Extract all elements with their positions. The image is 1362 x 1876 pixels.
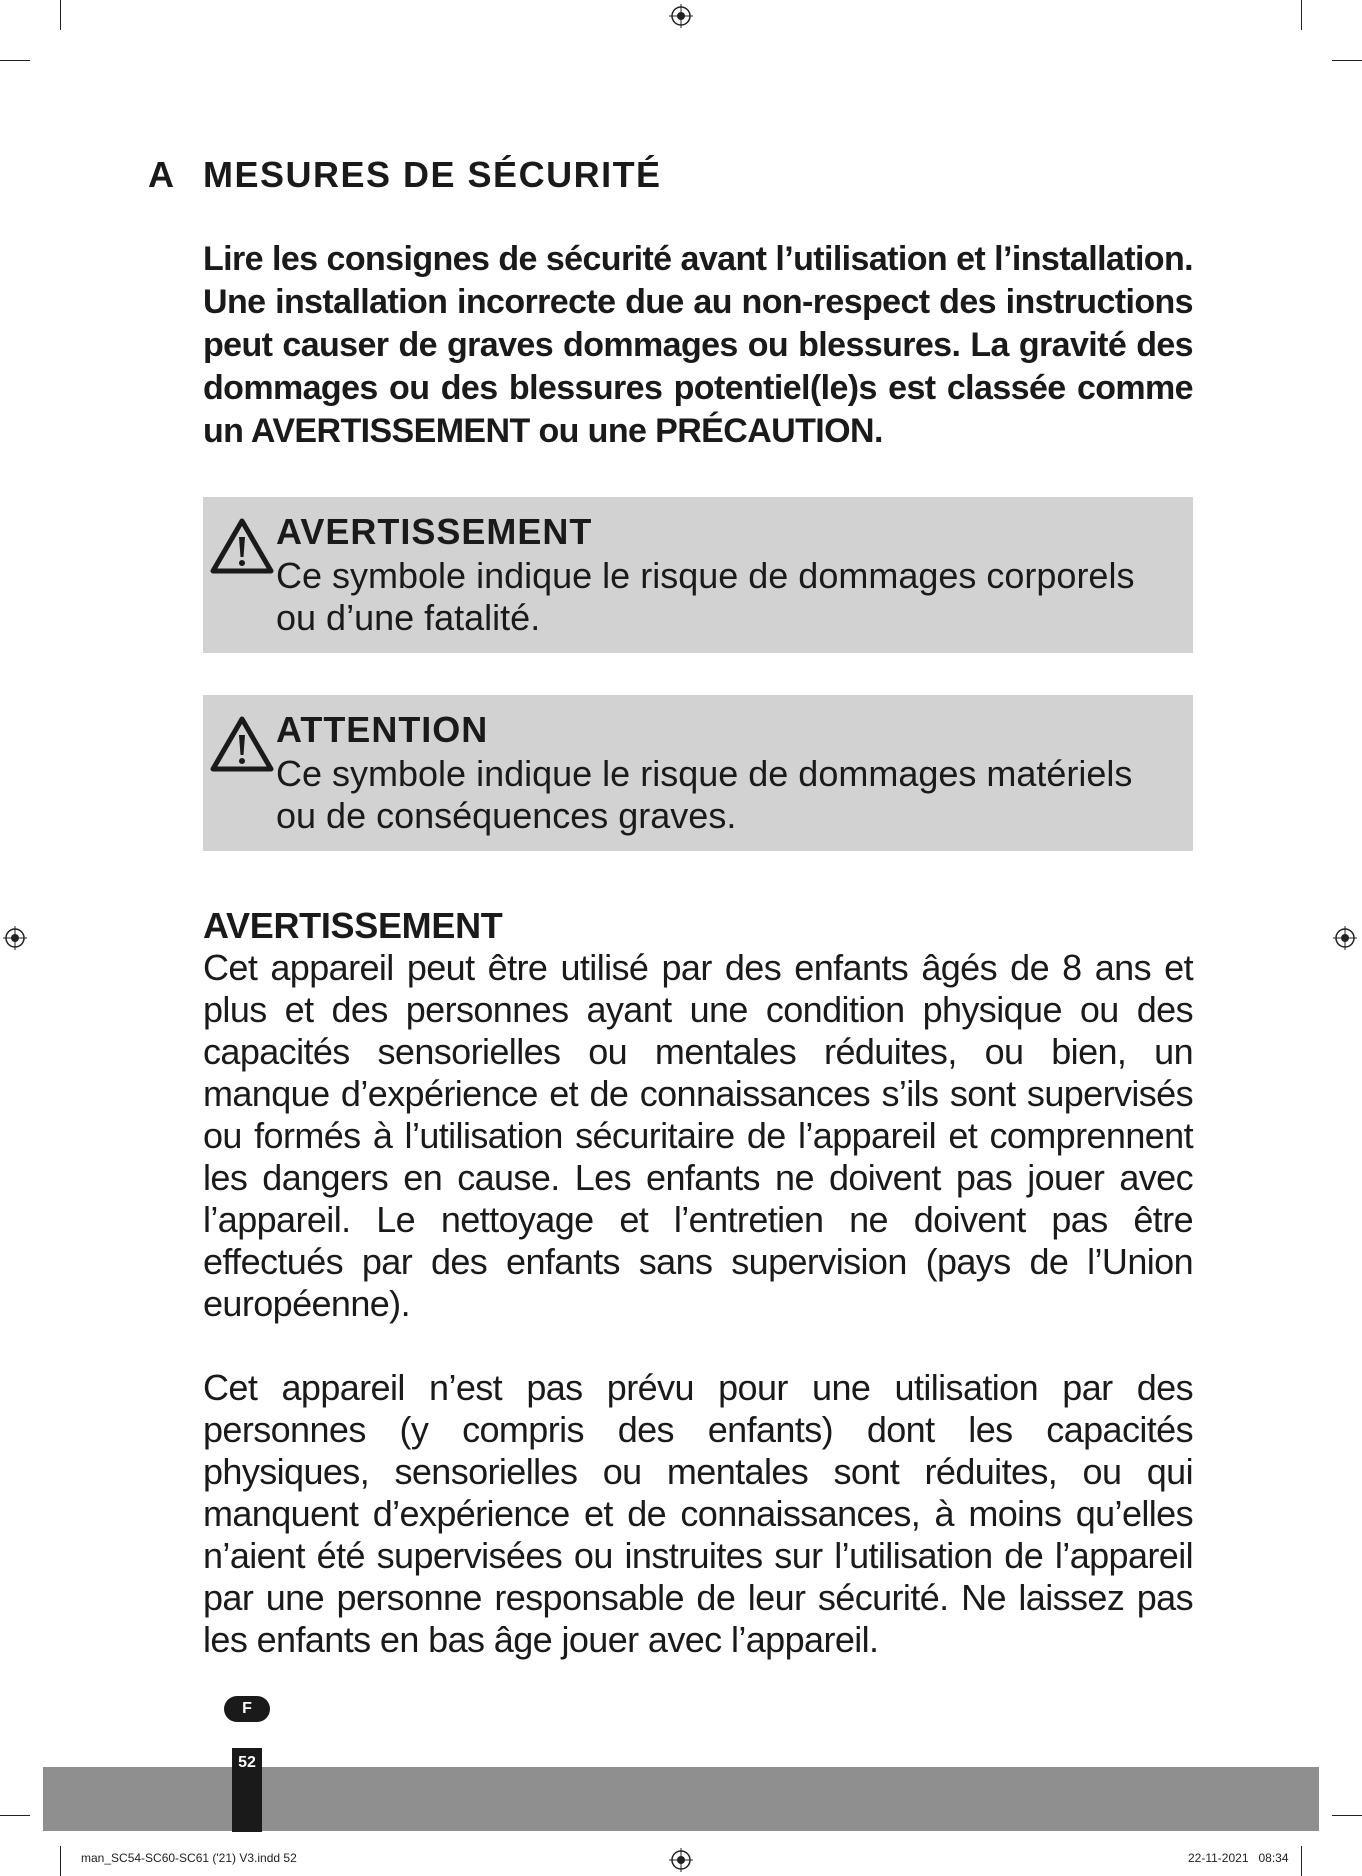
crop-mark-top-left-v bbox=[60, 0, 61, 30]
warning-paragraph-2: Cet appareil n’est pas prévu pour une utilisation par des personnes (y compris des enfants) dont les capacités physiques, sensorielles ou mentales sont réduites, ou qui manquent d’expérience et de connaissances, à moins qu’elles n’aient été supervisées ou instruites sur l’utilisation de l’appareil par une personne responsable de leur sécurité. Ne laissez pas les enfants en bas âge jouer avec l’appareil. bbox=[203, 1367, 1193, 1660]
slug-date: 22-11-2021 08:34 bbox=[1188, 1851, 1289, 1865]
warning-triangle-icon bbox=[209, 715, 275, 773]
page-number: 52 bbox=[232, 1748, 262, 1832]
warning-paragraph-1: Cet appareil peut être utilisé par des enfants âgés de 8 ans et plus et des personnes ayant une condition physique ou des capacités sensorielles ou mentales réduites, ou bien, un manque d’expérience et de connaissances s’ils sont supervisés ou formés à l’utilisation sécuritaire de l’appareil et comprennent les dangers en cause. Les enfants ne doivent pas jouer avec l’appareil. Le nettoyage et l’entretien ne doivent pas être effectués par des enfants sans supervision (pays de l’Union européenne). bbox=[203, 947, 1193, 1324]
registration-mark-icon bbox=[669, 1848, 693, 1872]
crop-mark-bottom-left-v bbox=[60, 1846, 61, 1876]
slug-file: man_SC54-SC60-SC61 ('21) V3.indd 52 bbox=[81, 1851, 297, 1865]
registration-mark-icon bbox=[669, 4, 693, 28]
notice-text: Ce symbole indique le risque de dommages matériels ou de conséquences graves. bbox=[276, 753, 1133, 836]
notice-attention bbox=[203, 695, 1193, 851]
crop-mark-bottom-right-v bbox=[1301, 1846, 1302, 1876]
crop-mark-top-left-h bbox=[0, 60, 30, 61]
crop-mark-top-right-h bbox=[1332, 60, 1362, 61]
notice-title: ATTENTION bbox=[276, 709, 489, 750]
warning-heading: AVERTISSEMENT bbox=[203, 905, 503, 946]
registration-mark-icon bbox=[1333, 926, 1357, 950]
crop-mark-bottom-left-h bbox=[0, 1815, 30, 1816]
language-badge: F bbox=[224, 1696, 270, 1722]
crop-mark-bottom-right-h bbox=[1332, 1815, 1362, 1816]
crop-mark-top-right-v bbox=[1301, 0, 1302, 30]
notice-title: AVERTISSEMENT bbox=[276, 511, 593, 552]
warning-triangle-icon bbox=[209, 517, 275, 575]
notice-warning bbox=[203, 497, 1193, 653]
registration-mark-icon bbox=[3, 926, 27, 950]
section-letter: A bbox=[148, 154, 175, 195]
notice-text: Ce symbole indique le risque de dommages corporels ou d’une fatalité. bbox=[276, 555, 1135, 638]
section-title: MESURES DE SÉCURITÉ bbox=[203, 154, 662, 195]
intro-paragraph: Lire les consignes de sécurité avant l’utilisation et l’installation. Une installation incorrecte due au non-respect des instructions peut causer de graves dommages ou blessures. La gravité des dommages ou des blessures potentiel(le)s est classée comme un AVERTISSEMENT ou une PRÉCAUTION. bbox=[203, 240, 1193, 450]
